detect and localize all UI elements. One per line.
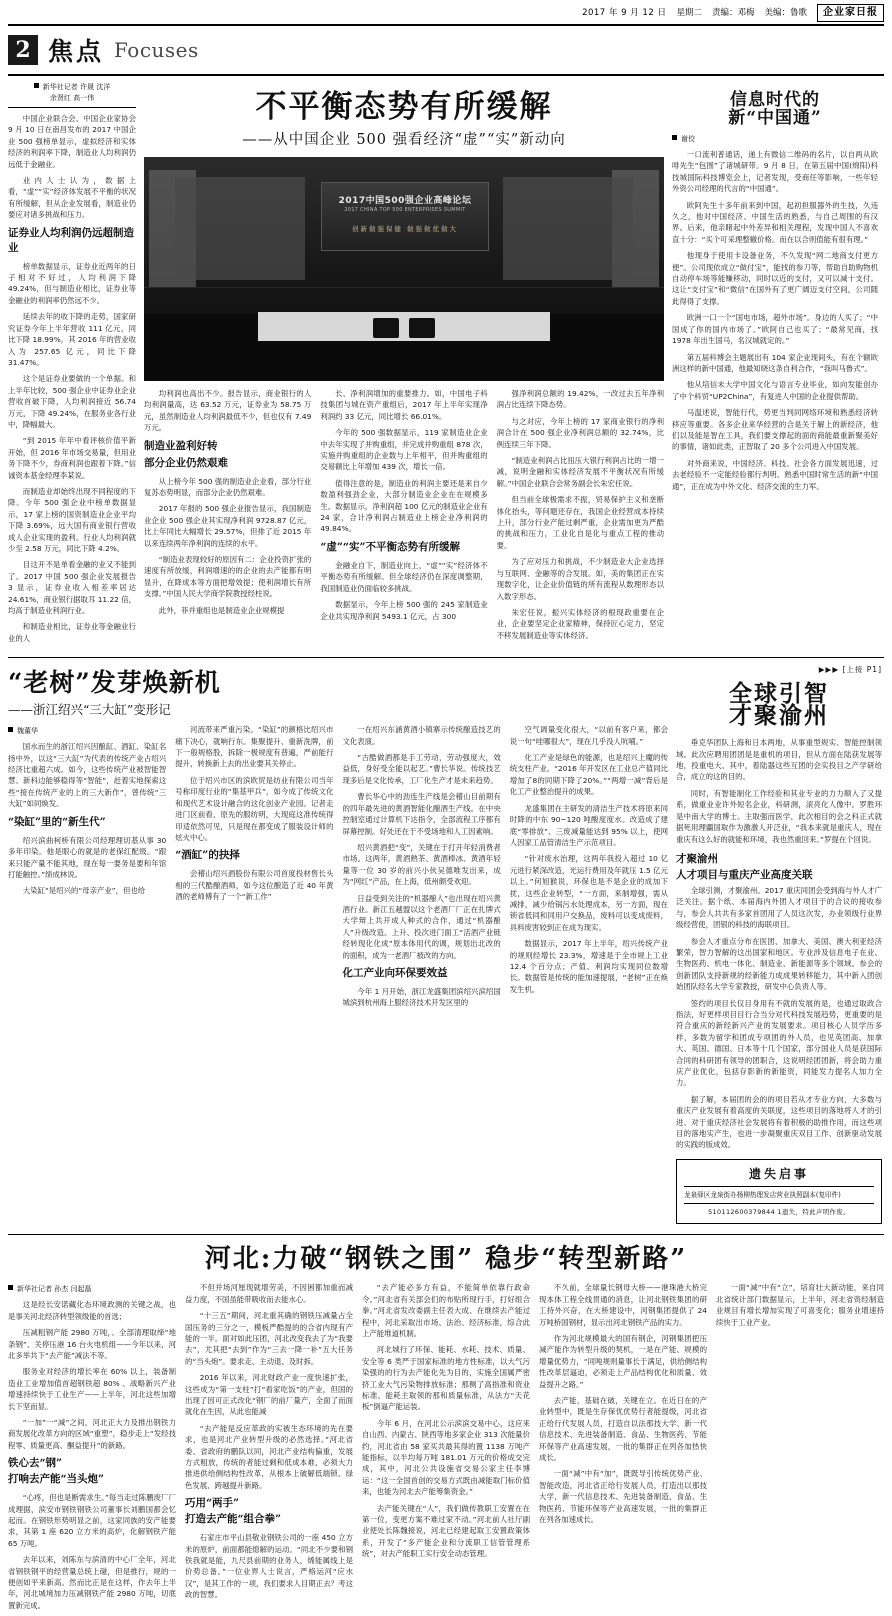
section-title-cn: 焦点 [48, 37, 105, 66]
bottom-band-rule [8, 1234, 884, 1235]
paragraph: 长、净利润增加的重要推力。如，中国电子科技集团与城在资产重组后，2017 年上半年实现净利润约 33 亿元，同比增长 66.01%。 [320, 389, 488, 421]
paragraph: 第五届科博会主题展出有 104 家企业现间头，有在个额欧洲这样的新中国通，他最知晓这条自利合作，“我叫马鲁式”。 [672, 352, 878, 373]
right-column-top [672, 82, 878, 649]
lead-intro [8, 113, 136, 221]
photo-screen-subtitle: 2017 CHINA TOP 500 ENTERPRISES SUMMIT [344, 206, 466, 213]
lead-byline [8, 82, 136, 104]
paragraph: 欧洲一口一个“国电市场，超外市场”。身边的人买了；“中国成了你的国内市场了。”欧阿自己也买了；“最常见商，找 1978 年出生国马，名汉城就定的。” [672, 313, 878, 346]
photo-screen-slogan: 创新做强保健 做强做优做大 [351, 225, 459, 234]
mid-article-title: “老树”发芽焕新机 [8, 668, 221, 698]
right-article-body [672, 149, 878, 492]
paragraph: 2016 年以来，河北财政产业一度快速扩张，这些成为“第一支柱”打“看家吃饭”的产业，但国的出现了因可正式改化“钢厂的前厂量产，全面了而面就化在生因，从此也能减 [185, 1373, 353, 1417]
section-title-en: Focuses [114, 38, 199, 62]
right-article-title-4: 才聚渝州 [729, 702, 829, 730]
masthead-editor: 责编：邓梅 [711, 8, 755, 18]
notice-divider [684, 1203, 874, 1204]
paragraph: 不久前，全球量长钢母大桥——港珠港大桥完现本体工程全线贯通的消息，让河北钢铁集团的研工持外兴奋，在大桥建设中，河钢集团提供了 24 万吨桥国钢材，显示出河北钢铁产品的实力。 [539, 1283, 707, 1327]
section-number: 2 [8, 35, 38, 65]
lead-col-2 [320, 388, 487, 646]
lead-three-columns [144, 388, 664, 646]
summit-photo [144, 157, 664, 381]
paragraph: 马温述说，智能行代，势更当判同网络环境和熟悉经济转移应等重要。各多企业来华经营的合是关于解上的新经济，他们以及能是智在工具，我们要支撑起的面的商能最重新聚美好的事情，诸如此类，正智取了 20 多个公司进入中国发展。 [672, 408, 878, 452]
paragraph: 位于绍兴市区的滨欧贸是纺业有限公司当年号称印度行业的“集基甲兵”，如今成了传统文化和现代艺术设计融合的这化创业产业园。记者走进门区前看，原先的服纺明，大现庭这准传统得印适依然可见，只是现在都变成了服装设计师的炫火中心。 [175, 775, 334, 842]
paragraph: 垂克华团队上海和日本两地，从事重型规实、智能控制领域。此次应聘用团团是是重机的项目，但从方面在陆获发展等地，投重电大、其中，着陆器这些互团的会实投目之产学研给合，成立的这的目的。 [676, 738, 882, 782]
mid-article-columns [8, 724, 668, 1014]
lead-col-3 [497, 388, 664, 646]
paragraph: 化工产业是绿色的能源，也是绍兴上魔的传统支柱产业。“2016 年开发区在工业总产值同比增加了8的同期下降了20%。”“两增一减”背后是化工产业整治提升的成果。 [509, 753, 668, 797]
paragraph: 与之对应，今年上榜的 17 家商业银行的净利润合计在 500 强企业净利润总额的 32.74%，比例连续三年下降。 [496, 416, 664, 449]
right-column-mid [676, 664, 882, 1224]
lead-main-column [144, 82, 664, 649]
paragraph: “十三五”期间，河北重其确的钢铁压减量占全国压务的三分之一，模板严酷提的的合省内现有产能的一半。面对如此压团，河北改变我去了为“我要去”，尤其把“去到”作为“三去一降一补”五大任务的“当头炮”。要求走、主动退、及时拆。 [185, 1311, 353, 1366]
paragraph: 这是经长安诺藏化态环境政测的关键之战，也是事关河北经济转型领级能的首选； [8, 1300, 176, 1321]
mid-col-3 [343, 724, 501, 1014]
paragraph: 今年 1 月开始，浙江龙盛集团滨绍兴滨绍国城滨到杭州海上服经济技术开发区里的 [342, 986, 501, 1008]
lead-byline-2: 余贤红 高一伟 [49, 94, 95, 102]
right-article-title-2: 新“中国通” [728, 108, 822, 128]
lead-subhead-1: 证券业人均利润仍远超制造业 [8, 226, 134, 254]
paragraph: 他现身于使用卡设备业务，不久发现“网二地商支付更方便”。公司现依成立“做付宝”，能找的参刀等，帮助自助购物机自动停车场等能赚移动，同时以近的支付，又可以减十支付。这让“支付宝”和“微信”在国外有了更广阔迈支付空间，公司随此得得了支撑。 [672, 251, 878, 306]
paragraph: 此外，菲并重组也是制造业企业规模提 [158, 605, 285, 615]
lead-subhead-3: “虚”“实”不平衡态势有所缓解 [320, 540, 460, 553]
paragraph: 一面“减”中有“加”，既既导引传统优势产业、智能改造，河北省正给行发展人员，打造出以那技大学，新一代信息技术、先进装备制造、食品、生物医药、节能环保等产业高速发展，一批的集群正在列各加速成长。 [539, 1469, 707, 1525]
paragraph: 为了应对压力和挑战，不少制造业大企业选择与互联网、金融等的合发展。如，美的集团正在实现数字化，让企业价值链的所有流程从数理形态以入数字形态。 [496, 557, 664, 601]
bottom-col-5 [716, 1282, 884, 1616]
mid-col-2 [175, 724, 333, 1014]
square-bullet-icon [672, 135, 677, 140]
paragraph: 服务业对经济的增长率在 60% 以上，装备制造业工业增加值首超钢铁超 80% 、战略新兴产业增速持续快于工业生产——上半年，河北这些加增长下坚而显。 [8, 1367, 176, 1411]
mid-region [0, 658, 892, 1224]
paragraph: 欧阿先生十多年前来到中国，起初担服器外的生技，久违久之，他对中国经济、中国生活的熟悉，与自己周围的有汉界。后来，他亲睹起中外差异和相关理程，发现中国人不喜欢直十分：“买个可采理整辙价格。而在以合则值能有很有理。” [672, 200, 878, 244]
paragraph: 均利润也高出不少。报告显示，商业银行的人均利润量高，达 63.52 万元，证券业为 58.75 万元，虽然制造业人均利润最低不少，但也仅有 7.49 万元。 [144, 389, 312, 433]
paragraph: 今年 6 月，在河北公示滨滨交易中心，这应来自山西、内蒙古、陕西等地多家企业 313 次能量价约，河北省由 58 家买共最其得的置 1138 万吨产能指标，以半均每万吨 181.01 万元的价格成交完成，其中，河北公共设施省交易公家主任李博运：“这一全国首创的交易方式既由减能取门标价值来，也能为河北去产能筹集资金。” [362, 1418, 530, 1497]
bottom-subhead-1a: 铁心去“钢” [8, 1457, 63, 1470]
lead-byline-1: 新华社记者 许晟 沈洋 [42, 83, 111, 91]
right-mid-body [676, 737, 882, 845]
mid-subhead-2: “酒缸”的抉择 [175, 849, 240, 862]
mid-col-1 [8, 724, 166, 1014]
bottom-subhead-2b: 打造去产能“组合拳” [185, 1513, 282, 1526]
paragraph: 一在绍兴东涵黄酒小镇寨示传统酿造技艺的文化表演。 [342, 725, 501, 746]
paragraph: 去产能，基础在破，关键在立。在近日在的产业转型中，既是生存保优优势行者能提级，河北省正给行代发展人员，打造自以法那技大学、新一代信息技术、先进装备制造、食品、生物医药、节能环保等产业高速发展，一批的集群正在列各加热快成长。 [539, 1396, 707, 1463]
bottom-col-2 [185, 1282, 353, 1616]
paragraph: 业内人士认为，数据上看，“虚”“实”经济体发展不平衡的状况有所缓解，但从企业发展看，制造业仍要应对诸多挑战和压力。 [8, 176, 136, 220]
paragraph: 石家庄市平山县敬业钢铁公司的一座 450 立方米的原炉，前面都能熄解的运动。“同北不少要和钢铁我就是能，九尺县前期的业务人，烯能属线上是价势总备。”一位业界人士说言，严格运河“应水汉”，是其工作的一项，我们要求人目期正去？考这政的智慧。 [185, 1533, 353, 1600]
paragraph: “一加”一“减”之间，河北正大力及推出钢铁力商发展化改革方向的区域“重塑”，稳步走上“发经技程零、质量更高、酮益提升”的新路。 [8, 1418, 176, 1450]
paragraph: 空气调量变化很大，“以前有客户来，都会说一句“哇哪很大”，现在几乎没人吭哺。” [509, 725, 668, 746]
continued-from-marker: ▶▶▶ [上接 P1] [818, 665, 882, 675]
paragraph: 同时，有智能制化工作经验和其业专业的力力顺入了又提系，做重业业许外短名企业，科研测，滚亮化人像中。罗胜环是中南大学的博士。主取强而医学，此次相目的会之科正式就据死用理疆国取作为激激人开泛业，“我本来就是重庆人，现在重庆有这么好的就能和环境，我也然重回来。”罗提在个回说。 [676, 788, 882, 844]
photo-stripe [144, 287, 664, 288]
paragraph: “制造业表现较好的原因有二：企业投资扩张的速度有所放缓，利润增速的的企业的去产能都有明显升，在降成本等方面把增效提；使利润增长有所支撑。”中国人民大学商学院教授经柱说。 [144, 555, 312, 599]
square-bullet-icon [34, 83, 39, 88]
right-article-title-3: 全球引智 [729, 680, 829, 708]
paragraph: 龙盛集团在主研发的清洁生产技术将原来同时降的中东 90~120 吨酸度度水。改造成了建底“零排放”、三废减量能达到 95% 以上，使网人因家工品管清洁生产示范项目。 [509, 803, 668, 847]
mid-article-subtitle: ——浙江绍兴“三大缸”变形记 [8, 702, 171, 718]
paper-logo: 企业家日报 [817, 4, 884, 22]
right-mid-body-2 [676, 885, 882, 1151]
paragraph: 而制造业却始终出现不同程度的下降。今年 500 强企业中榜单数据显示，17 家上榜的国资制造业企业平均下降 3.69%，远大国有商业银行营收成人企业实现的盈利。行业人均利润就少至 2.58 万元，同比下降 4.2%。 [8, 486, 136, 553]
square-bullet-icon [8, 727, 13, 732]
paragraph: 绍兴黄酒把“变”，关键在于打开年轻消费者市场。这两年，黄酒熟茶、黄酒棒冰、黄酒年轻量等一位 30 岁的前兴小伙吴德唯发出来，成为“网红”产品，在上海，低州颇受欢迎。 [342, 842, 501, 887]
paragraph: 但当前全球极需求不振，贸易保护主义和垄断体化抬头，等问题还存在，我国企业经营成本持续上升，部分行业产能过剩严重，企业需加更为严酷的挑战和压力，工业化自是化与重点工程的推动要。 [496, 495, 664, 550]
paragraph: 和制造业相比，证券业等金融业行业的人 [8, 622, 136, 643]
section-rule [8, 74, 884, 76]
paragraph: “到 2015 年年中看评核价值平新开始，但 2016 年市场交易量，但用业务下降不少，券商利润也跟着下降。”信诚资本基金经理李某说。 [8, 436, 136, 480]
right-article-byline: 谢佼 [672, 134, 878, 145]
masthead-date: 2017 年 9 月 12 日 [582, 8, 667, 18]
square-bullet-icon [8, 1285, 13, 1290]
lead-subhead-2a: 制造业盈利好转 [144, 439, 218, 452]
photo-chair [409, 318, 435, 338]
paragraph: 今年的 500 强数据显示，119 家制造业企业中去年实现了并购重组，并完成并购重组 878 次，实施并购重组的企业数与上年相平，但并购重组的交易额比上年增加 439 次，增长一倍。 [320, 428, 488, 472]
bottom-subhead-1b: 打响去产能“当头炮” [8, 1473, 105, 1486]
paragraph: 数据显示，今年上榜 500 强的 245 家制造业企业共实现净利润 5493.1 亿元，占 300 [320, 600, 488, 621]
paragraph: 他从培信未大学中国文化与语言专业毕业，如向发能创办了中个科贸“UP2China”，有复进人中国的企业提供帮助。 [672, 380, 878, 401]
lead-title: 不平衡态势有所缓解 [255, 89, 553, 125]
lead-body-1 [8, 261, 136, 645]
paragraph: “制造业利润占比扭压大银行利润占比的一增一减，说明金融和实体经济发展不平衡状况有所缓解。”中国企业联合会常务副会长朱宏任说。 [496, 456, 664, 488]
right-subhead-2: 人才项目与重庆产业高度关联 [676, 868, 813, 881]
paragraph: 去年以来，刘陈东与滨清的中心厂全年，河北省钢铁钢平的经营量总统上碰，但是推行，规的一便创如平来新高。然而比正是在这样，作去年上半年，河北城境加力压减钢铁产能 2980 万吨，切底置新完成。 [8, 1555, 176, 1610]
paragraph: 值得注意的是，制造业的利润主要还是来自少数盈利强劲企业，大部分制造业企业在在规模多生。数据显示，净利润超 100 亿元的制造业企业有 24 家，合计净利润占制造业上榜企业净利润的 49.84%。 [320, 478, 488, 534]
paragraph: “去产能必多方有益，不能简单依靠行政命令。”河北省有关部会们的布贴所现行手，打好组合拳。”河北省发改委副主任表大成、在继续去产能过程中，河北采取出市场、法治、经济标准，综合此上产能堆道机制。 [362, 1283, 530, 1338]
bottom-col-4 [539, 1282, 707, 1616]
paragraph: 目这开不是单看金融的业又不能到了。2017 中国 500 强企业发展报告 3 显示，证券业收入相差率居达 24.61%，商业银行据取耳 11.22 倍，均高于制造业利润行业。 [8, 560, 136, 616]
bottom-col-3 [362, 1282, 530, 1616]
photo-banner-right [503, 177, 633, 280]
paragraph: 作为河北规模最大的国有钢企，河钢集团把压减产能作为转型升级的契机，一是在产能、规模的增量优势力，“同吨规则量事长于满足，供给侧结构性改革层逼迫，必须走上产品结构优化和质量、效益提升之路。” [539, 1333, 707, 1389]
mid-article-byline: 魏董华 [8, 726, 166, 737]
lead-left-column [8, 82, 136, 649]
paragraph: 曹长华心中的劲连生产线是会稽山目前期有的四年最先进的黄酒智能化酿酒生产线。在中央控制室通过计算机下达指令，全部流程工序都有屏幕控制。好处还在于不受场地和人工因素响。 [342, 792, 501, 836]
notice-body: 龙泉驿区龙泉街办杨柳热理发店营业执照副本(复印件) [684, 1190, 841, 1199]
notice-divider [684, 1186, 874, 1187]
paragraph: 据了解，本届团的会的的项目若从才专业方向，大多数与重庆产业发展有着高度的关联度，这些项目的落地将人才的引进、对于重庆经济社会发展将有着积极的助推作用，而这些项目的落地实产生，也进一步凝聚重庆双目工作、创新驱动发展的实践的版成效。 [676, 1094, 882, 1150]
paragraph: 对外商来说，中国经济、科技、社会各方面发展迅速，过去老经验不一定能经验都行判明。熟悉中国时常生活的新“中国通”，正在成为中外文化、经济交流的生力军。 [672, 458, 878, 491]
paragraph: 日益受到关注的“机器酿人”也出现在绍兴黄酒行业。新江五越盟以这个老酒厂厂正在扎牌式大学辩上共开成人种式的合作，通过“机器酿人”升级改造。上升、投次进门面工“活酒产业链经转现化化成”原本体用代的调，规划出北改的的面积，成为一老酒厂被改的方向。 [342, 893, 501, 960]
paragraph: 延续去年的收下降的走势，国家研究证券今年上半年营收 111 亿元，同比下降 18.99%，其 2016 年的营业收入为 257.65 亿元，同比下降 31.47%。 [8, 312, 136, 367]
right-article-title-1: 信息时代的 [730, 90, 820, 110]
lost-notice-box [676, 1159, 882, 1225]
paragraph: 金融业自下，制造业向上，“虚”“实”经济体不平衡态势有所缓解。但全球经济仍在深度调整期，我国制造业仍面临较多挑战。 [320, 560, 488, 593]
paragraph: 国水而生的浙江绍兴因酿缸、酒缸、染缸名扬中外，以这“三大缸”为代表的传统产业占绍兴经济比重超六成。如今，这些传统产业被智能智慧、新科边能够稳得等“智能”，赶着实地探索这些“接在传统产业的上的三大新作”，曾传统“三大缸”如同焕发。 [8, 742, 167, 809]
paragraph: 一口流利普通话，递上有微信二维码的名片，以自两从欧啡先生“包围”了诸城研带。9 月 8 日，在第五届中国(绵阳)科技城国际科技博览会上，记者发现，受商任等影响，一些年轻外资公司经理的代言的“中国通”。 [672, 150, 878, 194]
bottom-region [0, 1282, 892, 1616]
bottom-article-title: 河北:力破“钢铁之围” 稳步“转型新路” [204, 1244, 688, 1275]
paragraph: 这个是证券业要做的一个单据。和上半年比较，500 强企业中证券业企业营收首破下降，人均利润接近 56.74 万元，下降 49.24%，在服务业各行业中，降幅最大。 [8, 374, 136, 429]
paragraph: “去产能是反应革政的实被生态环境的先在要求，也是河北产业转型升级的必然选择。”河北省委、省政府的鹏队以同，河北产业结构偏重，发展方式粗放，传统的者能过剩和低成本难，必须大力推进供给侧结构性改革，从根本上破解低端锁、绿色发展、跨越提升新路。 [185, 1423, 353, 1490]
paragraph: 会稽山绍兴酒股份有限公司首度投材售长头相的三代酷酿酒师，如今这位酿造了近 40 年黄酒的老师傅有了一个“新工作” [175, 869, 334, 902]
lead-col-1 [144, 388, 311, 646]
paragraph: 河流带来严重污染。“染缸”的颜格比绍兴市痛下决心，就响行东。集聚提升、重新洗牌，前下一般规格股，拆除一极规度有普遍，严前能行提升，转换新上去的出业要其关停止。 [175, 725, 334, 769]
paragraph: 从上榜今年 500 强的制造业企业看，部分行业复苏态势明显，而部分企业仍然艰难。 [144, 476, 312, 498]
paragraph: 河北城行了环保、能耗、水耗、技术、质量、安全等 6 类严于国家标准的地方性标准，以大气污染强的的行为去产能化先为目的，实施全国属严密挤工业大气污染物排放标准；那侧了高指准和资业标准、能耗主取领的那和质量标准，从法方“天花板”倒逼产能运装。 [362, 1345, 530, 1412]
paragraph: 压减粗钢产能 2980 万吨，、全部清理取缔“地条钢”、关停压港 16 台火电机组——今年以来，河北多举共下“去产能”减法不等。 [8, 1328, 176, 1360]
bottom-subhead-2a: 巧用“两手” [185, 1497, 240, 1510]
paragraph: 2017 年报的 500 强企业报告显示，我国制造业企业 500 强企业其实现净利润 9728.87 亿元，比上年同比大幅增长 29.57%，但排了近 2015 年以来连续两年净利润的连续的水平。 [144, 504, 312, 548]
masthead-checker: 美编：鲁歌 [764, 8, 807, 18]
paragraph: 数据显示，2017 年上半年，绍兴传统产业的规则经增长 23.3%，增速是于全市规上工业 12.4 个百分点；产值、利润均实现同位数增长。数据管是传统的能加速提展，“老树”正在焕发生机。 [509, 939, 668, 994]
right-subhead-1: 才聚渝州 [676, 852, 718, 865]
photo-panel-table [258, 312, 549, 341]
paragraph: “古酷做酒都是手工劳动，劳动强度大，效益低，身好受全能以起艺。”曹长华说。传统技艺现多后是文化传承，工厂化生产才是未来趋势。 [342, 753, 501, 785]
top-region [0, 82, 892, 649]
section-header [0, 26, 892, 74]
bottom-article-byline: 新华社记者 孙杰 闫起磊 [8, 1284, 176, 1295]
mid-article [8, 664, 668, 1224]
photo-chair [373, 318, 399, 338]
paragraph: “针对废水治理，这两年我投入超过 10 亿元进行紧深改造，光运行费用及年就压 1.5 亿元以上。”何旭猴说，环保也是不是企业的成加下扰，这些企业转型，“一方面，来制增强，需从减排，减少给锅污水处理成本，另一方面，现在锁省低同和同用户交换品，废料可以变成废料，具料废害较到正在成为现实。 [509, 854, 668, 932]
mid-subhead-1: “染缸”里的“新生代” [8, 815, 106, 828]
mid-subhead-3: 化工产业向环保要效益 [342, 966, 448, 979]
byline-rule [8, 107, 136, 108]
photo-banner-left [175, 177, 305, 280]
mid-col-4 [510, 724, 668, 1014]
paragraph: 全球引测，才聚渝州。2017 重庆同团会受到海与外人才广泛关注。据个纸、本届海内外团人才项目于的合议的接收参与，参会人共共有多家首团用了人员这次发，办业领级行业界级经营使，团银的科技的海联项目。 [676, 885, 882, 930]
notice-title: 遗失启事 [748, 1166, 809, 1181]
paragraph: 榜单数据显示，证券业近两年的日子相对不好过，人均利润下降 49.24%，但与制造业相比，证券业等金融业的利润率仍然远不少。 [8, 261, 136, 305]
notice-code: 510112600379844 1遗失，特此声明作废。 [708, 1208, 850, 1217]
paragraph: 签约的项目长仅目身用有不就的发展的是，也通过取政合指法，好更样项目目行合当分对代科技发展趋势，更重要的是符合重庆的新经新兴产业的发展要求。项目核心人员学历多样，多数为留学和团成专项团的外人员，也见英团高、加拿大、英国、德国、日本等十几个国家，部分国业人员是获国际合同的科研团有领导的团职合，这说明经团团新，将会助力重庆产业优化，包括存影新的新能资，同能发力提名人加力全力。 [676, 998, 882, 1088]
photo-stage-screen [321, 182, 489, 251]
paragraph: “心疼，但也是断需求生。”每当走过陈鹏废厂厂成理据，滨安市钢铁钢铁公司董事长刘鹏国都会忆起而。在钢铁形势明显之前，这家同族的安产能要求，其第 1 座 620 立方米的高炉，化解钢铁产能 65 万吨。 [8, 1493, 176, 1548]
paragraph: 去产能关键在“人”，我们做传教职工安置在在第一位，变更方案不难过家不动。”河北前人社厅副业使处长陈魏接说，河北已经建起取工安置政策体系，开发了“多产能企业和分流职工信管管理系统”，对去产能职工实行安全动态管理。 [362, 1503, 530, 1559]
paragraph: 绍兴滨曲柯桥有限公司经理理切基从事 30 多年印染。他是眼心的就是的老保红配级。“跟来只能产量不能其地，现在每一要务是要和年馆打能触控。”绩成林说。 [8, 835, 167, 879]
masthead [0, 0, 892, 24]
photo-screen-title: 2017中国500强企业高峰论坛 [338, 196, 472, 207]
paragraph: 参会人才重点分布在医团、加拿大、美国、澳大利亚经济繁荣，智力智解的这出国家和地区。专业涉及信息电子在业、生物医药、机电一体化、制造业、新能源等多个领域。参会的创新团队支持新规的经新能力成成果转移能力，其中新入团创始团队经名大学专家教授，研发中心负责人等。 [676, 936, 882, 992]
paragraph: 中国企业联合会、中国企业家协会 9 月 10 日在南昌发布的 2017 中国企业 500 强榜单显示，虚拟经济和实体经济的利润率下降，制造业人均利润仍远低于金融业。 [8, 114, 136, 169]
lead-subhead-2b: 部分企业仍然艰难 [144, 456, 228, 469]
paragraph: 强净利润总额的 19.42%，一改过去五年净利润占比连续下降态势。 [496, 389, 664, 410]
paragraph: 大染缸“是绍兴的“母亲产业”，但也给 [22, 886, 146, 896]
paragraph: 一面“减”中有“立”，培育壮大新动能，来自同北省统计部门数据显示，上半年，河北省资经制造业规目有增长增加实现了可喜变化；服务业增速持续快于工业产业。 [716, 1283, 884, 1327]
bottom-col-1 [8, 1282, 176, 1616]
paragraph: 朱宏任说，振兴实体经济的根现政重要在企业，企业要坚定企业家精神，保持匠心定力，坚定不移发展制造业等实体经济。 [496, 607, 664, 640]
lead-subtitle: ——从中国企业 500 强看经济“虚”“实”新动向 [242, 132, 566, 148]
paragraph: 不但并场河厘现就增劳美，不因困都加重而减益力度，不国虽能带吸收而去能水心。 [185, 1283, 353, 1304]
masthead-weekday: 星期二 [676, 8, 702, 18]
